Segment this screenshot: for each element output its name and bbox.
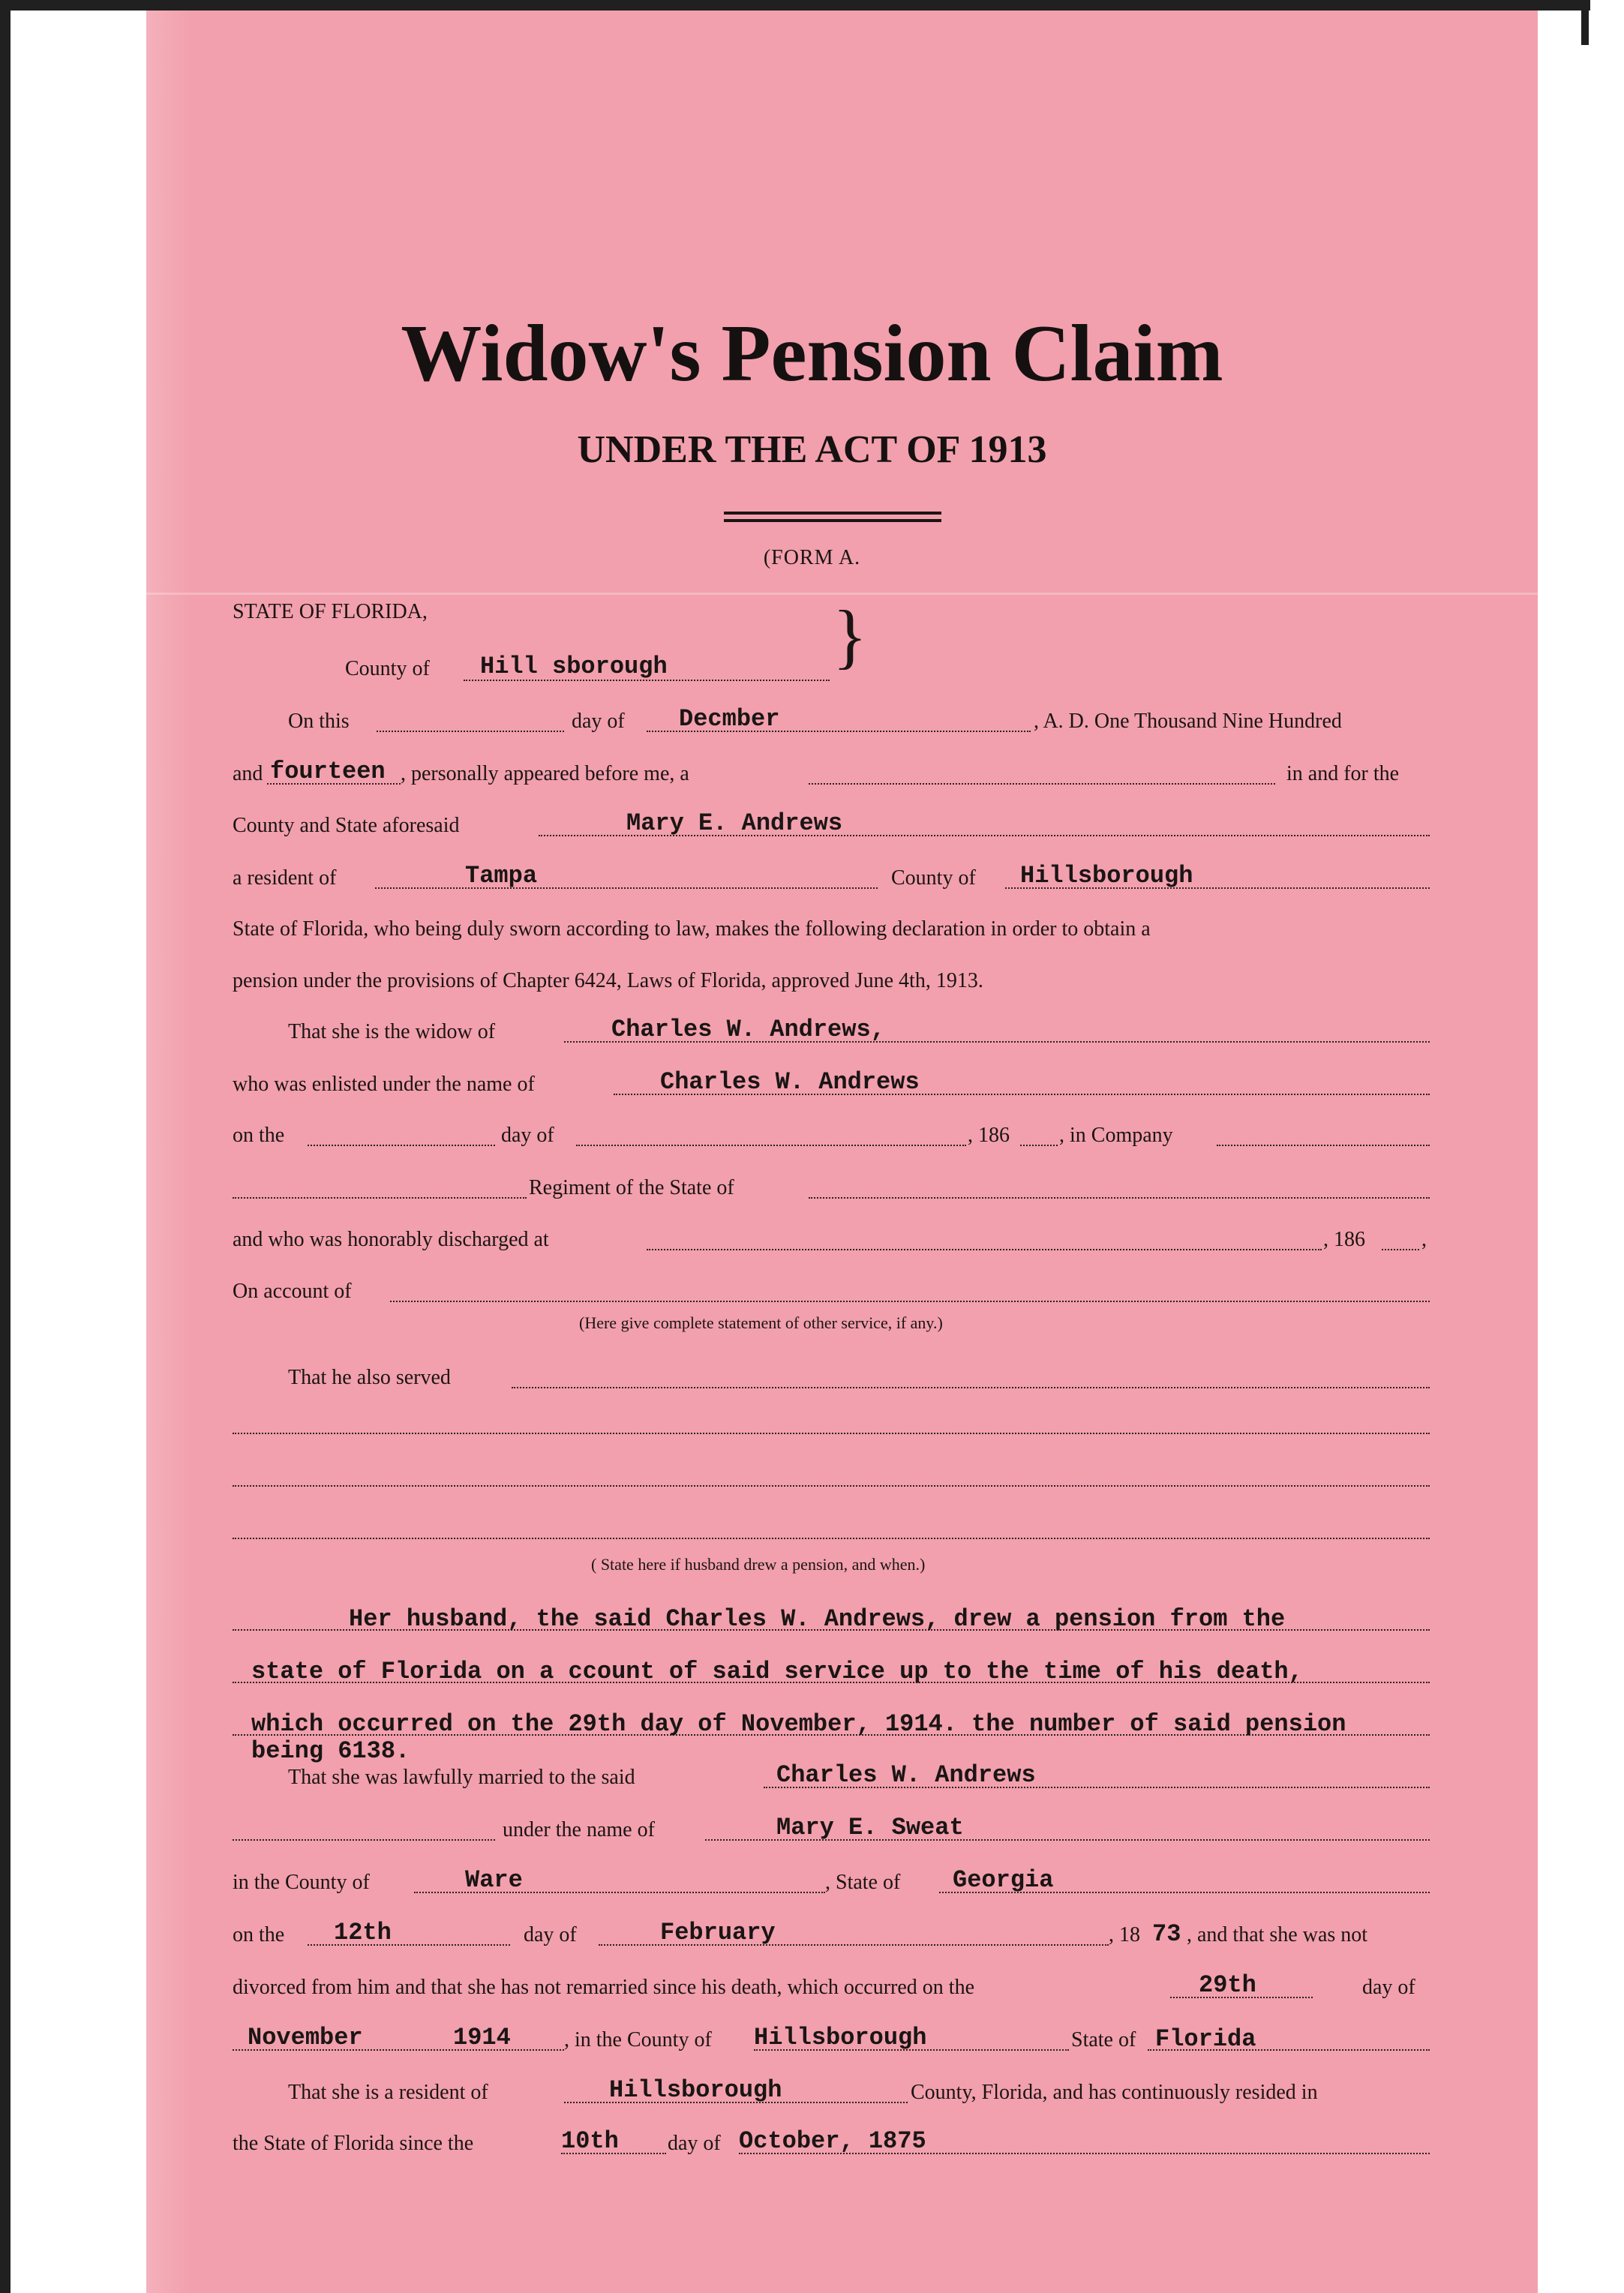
married-name[interactable]: Charles W. Andrews [776,1761,1036,1789]
in-and-for-text: in and for the [1286,762,1400,785]
divorced-line: divorced from him and that she has not remarried since his death, which occurred on the [233,1976,975,1999]
death-county[interactable]: Hillsborough [754,2024,927,2051]
resident-county[interactable]: Hillsborough [1020,862,1193,890]
under-name-label: under the name of [503,1818,655,1841]
enlist-year-line [1020,1145,1058,1146]
declaration-line-2: pension under the provisions of Chapter 6424, Laws of Florida, approved June 4th, 1913. [233,969,983,992]
death-state[interactable]: Florida [1155,2025,1256,2053]
county-label: County of [345,657,430,680]
marriage-state[interactable]: Georgia [953,1866,1054,1894]
enlisted-under-label: who was enlisted under the name of [233,1073,535,1096]
personally-appeared-text: , personally appeared before me, a [401,762,689,785]
form-label: (FORM A. [763,546,861,569]
in-company-label: , in Company [1059,1124,1173,1147]
death-day-of-label: day of [1362,1976,1415,1999]
discharge-comma: , [1421,1228,1427,1251]
discharge-place-line [647,1249,1322,1250]
pension-statement-line-1: Her husband, the said Charles W. Andrews, drew a pension from the [349,1605,1286,1633]
also-served-line-4 [233,1538,1430,1539]
maiden-name[interactable]: Mary E. Sweat [776,1814,964,1841]
form-subtitle: UNDER THE ACT OF 1913 [577,428,1047,471]
scan-frame-top [0,0,1590,11]
enlist-day-line [308,1145,495,1146]
scan-frame-right [1581,0,1589,45]
enlist-month-line [576,1145,966,1146]
regiment-state-line [809,1197,1430,1199]
marriage-day[interactable]: 12th [334,1919,392,1946]
marriage-year-prefix: , 18 [1109,1923,1140,1946]
enlisted-name[interactable]: Charles W. Andrews [660,1068,920,1096]
account-field-line [390,1301,1430,1302]
since-text: the State of Florida since the [233,2132,474,2155]
maiden-prefix-line [233,1839,495,1841]
death-county-label: , in the County of [564,2028,712,2051]
county-of-label: County of [891,866,976,890]
discharge-year-line [1382,1249,1419,1250]
pension-note: ( State here if husband drew a pension, and when.) [591,1555,926,1574]
day-field-line [377,731,564,732]
year-value[interactable]: fourteen [270,758,386,785]
husband-name[interactable]: Charles W. Andrews, [611,1016,885,1043]
on-this-label: On this [288,710,350,733]
resident-of-2-label: That she is a resident of [288,2081,488,2104]
married-label: That she was lawfully married to the said [288,1766,635,1789]
also-served-label: That he also served [288,1366,451,1389]
marriage-year[interactable]: 73 [1152,1920,1181,1948]
paper-fold-line [146,593,1538,595]
widow-of-label: That she is the widow of [288,1020,496,1043]
enlist-day-of-label: day of [501,1124,554,1147]
marriage-on-the-label: on the [233,1923,285,1946]
pension-statement-line-3: which occurred on the 29th day of November, 1914. the number of said pension [251,1710,1346,1738]
title-rule-upper [724,512,941,515]
since-day-of-label: day of [668,2132,721,2155]
marriage-state-label: , State of [825,1871,901,1894]
marriage-month[interactable]: February [660,1919,776,1946]
title-rule-lower [724,519,941,522]
marriage-county[interactable]: Ware [465,1866,523,1894]
also-served-line-1 [512,1387,1430,1388]
form-title: Widow's Pension Claim [401,309,1223,398]
discharge-year-label: , 186 [1323,1228,1365,1251]
regiment-label: Regiment of the State of [529,1176,734,1199]
enlist-year-label: , 186 [968,1124,1010,1147]
death-year[interactable]: 1914 [453,2024,511,2051]
regiment-field-line [233,1197,527,1199]
on-account-of-label: On account of [233,1280,352,1303]
county-state-aforesaid: County and State aforesaid [233,814,460,837]
ad-text: , A. D. One Thousand Nine Hundred [1034,710,1342,733]
resident-city[interactable]: Tampa [465,862,538,890]
since-day[interactable]: 10th [561,2127,619,2155]
pension-statement-line-2: state of Florida on a ccount of said service up to the time of his death, [251,1658,1303,1685]
and-prefix: and [233,762,263,785]
day-of-label: day of [572,710,625,733]
discharged-label: and who was honorably discharged at [233,1228,549,1251]
claimant-name[interactable]: Mary E. Andrews [626,809,843,837]
resident-of-label: a resident of [233,866,337,890]
residence-county[interactable]: Hillsborough [609,2076,782,2104]
header-brace: } [833,596,868,676]
death-month[interactable]: November [248,2024,363,2051]
on-the-label: on the [233,1124,285,1147]
county-florida-text: County, Florida, and has continuously resided in [911,2081,1318,2104]
officer-field-line [809,783,1275,785]
company-field-line [1217,1145,1430,1146]
declaration-line-1: State of Florida, who being duly sworn according to law, makes the following declaration in order to obtain a [233,917,1151,941]
marriage-county-label: in the County of [233,1871,370,1894]
city-field-line [375,887,878,889]
state-header: STATE OF FLORIDA, [233,600,428,623]
pension-statement-line-4: being 6138. [251,1737,410,1765]
also-served-line-3 [233,1485,1430,1487]
since-month-year[interactable]: October, 1875 [739,2127,926,2155]
county-value[interactable]: Hill sborough [480,653,668,680]
death-state-label: State of [1071,2028,1136,2051]
other-service-note: (Here give complete statement of other service, if any.) [579,1313,943,1332]
marriage-day-of-label: day of [524,1923,577,1946]
not-divorced-text: , and that she was not [1187,1923,1368,1946]
month-value[interactable]: Decmber [679,705,780,733]
also-served-line-2 [233,1433,1430,1434]
death-day[interactable]: 29th [1199,1971,1256,1999]
